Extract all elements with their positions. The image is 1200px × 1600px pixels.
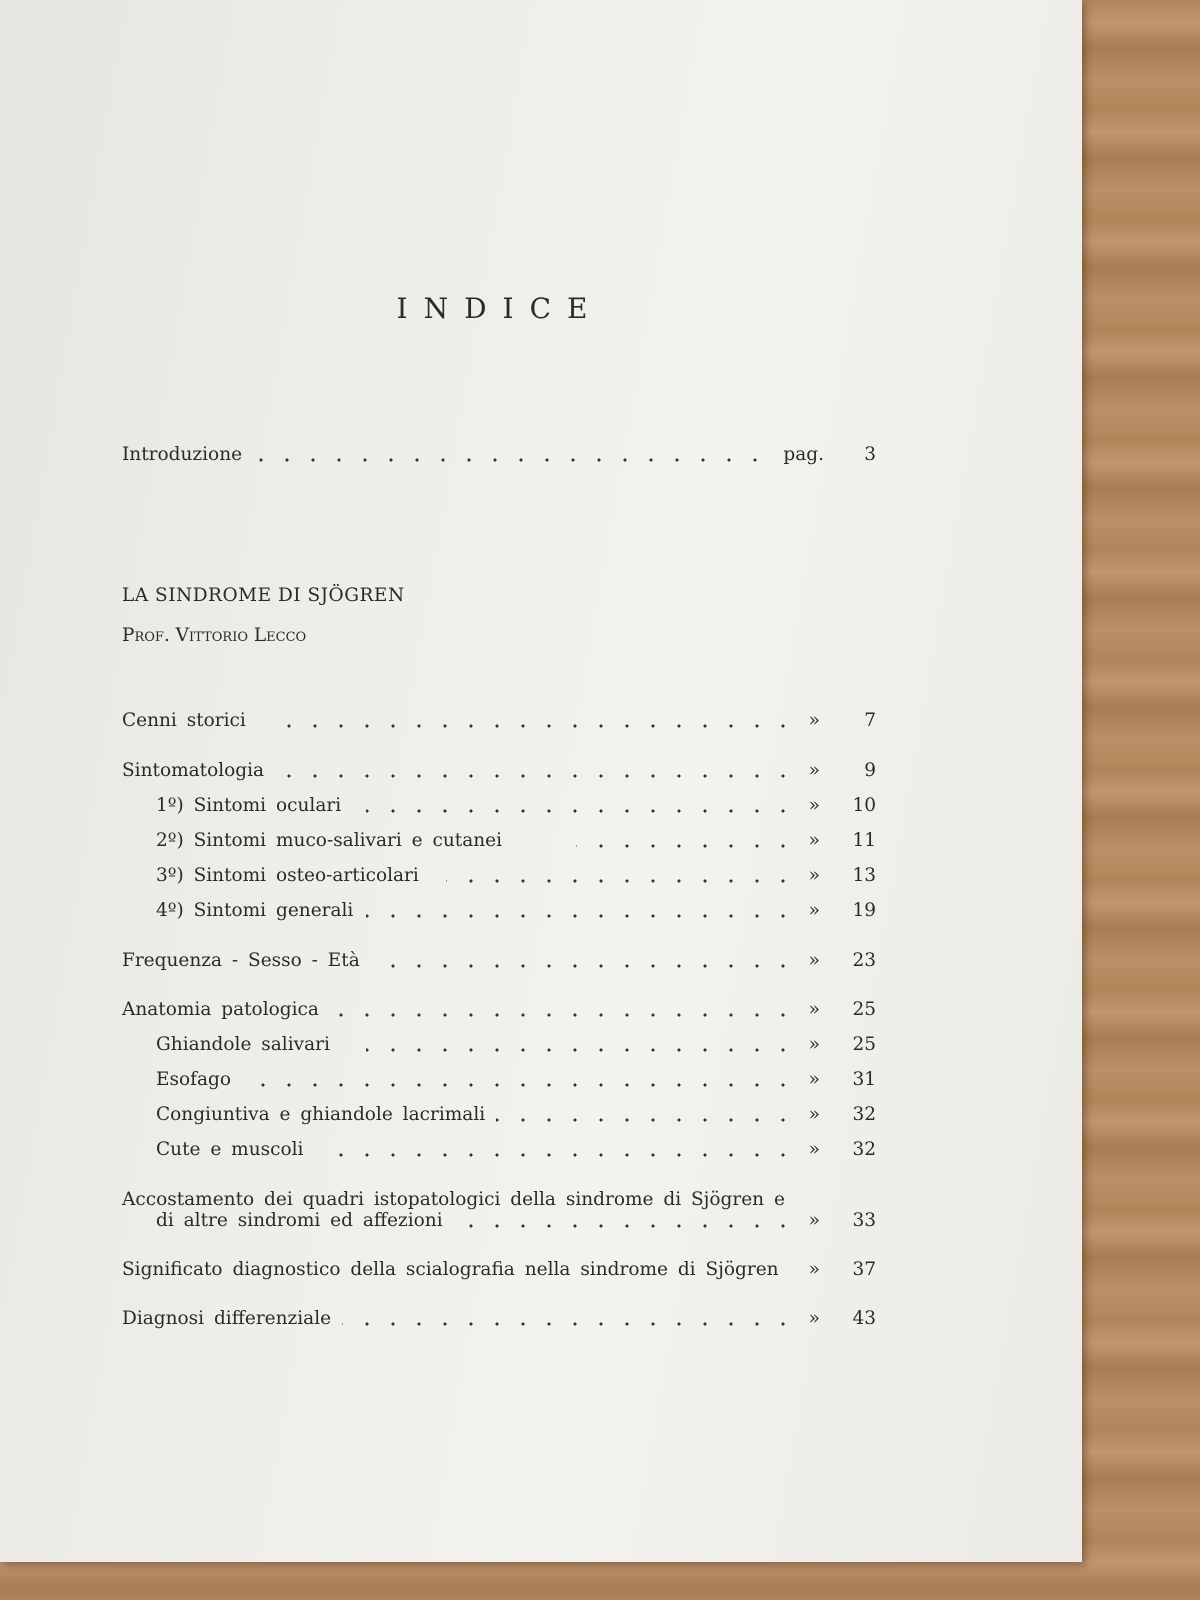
leader-dots: [446, 879, 796, 883]
toc-subentry: [156, 865, 876, 891]
toc-entry: [122, 1259, 876, 1285]
toc-entry-label: 3º) Sintomi osteo-articolari: [156, 865, 419, 886]
leader-dots: [366, 809, 796, 813]
toc-entry-ref: »: [808, 1139, 820, 1160]
leader-dots: [282, 774, 796, 778]
leader-dots: [452, 1224, 796, 1228]
toc-entry-label: Esofago: [156, 1069, 231, 1090]
leader-dots: [496, 1118, 796, 1122]
toc-subentry: [156, 1034, 876, 1060]
toc-subentry: [156, 1139, 876, 1165]
section-heading: LA SINDROME DI SJÖGREN: [122, 585, 405, 606]
leader-dots: [342, 1322, 796, 1326]
toc-subentry: [156, 1104, 876, 1130]
toc-entry-label: Congiuntiva e ghiandole lacrimali: [156, 1104, 486, 1125]
toc-entry-ref: »: [808, 830, 820, 851]
toc-entry-page: 13: [852, 865, 876, 886]
leader-dots: [366, 1048, 796, 1052]
leader-dots: [250, 458, 768, 462]
toc-entry: [122, 710, 876, 736]
toc-entry: [122, 999, 876, 1025]
toc-entry-ref: »: [808, 950, 820, 971]
toc-entry-label: 2º) Sintomi muco-salivari e cutanei: [156, 830, 503, 851]
section-author: Prof. Vittorio Lecco: [122, 625, 307, 646]
toc-entry-page: 25: [852, 999, 876, 1020]
toc-entry-ref: »: [808, 1259, 820, 1280]
toc-entry-label-line2: di altre sindromi ed affezioni: [156, 1210, 443, 1231]
toc-entry-page: 37: [852, 1259, 876, 1280]
toc-entry-label: 1º) Sintomi oculari: [156, 795, 342, 816]
toc-entry-page: 32: [852, 1104, 876, 1125]
toc-subentry: [156, 830, 876, 856]
toc-entry-ref: »: [808, 710, 820, 731]
toc-entry-page: 25: [852, 1034, 876, 1055]
toc-entry-label: Introduzione: [122, 444, 243, 465]
toc-entry-ref: pag.: [783, 444, 824, 465]
toc-entry-label-line1: Accostamento dei quadri istopatologici della sindrome di Sjögren e: [122, 1189, 785, 1210]
toc-entry-page: 32: [852, 1139, 876, 1160]
toc-entry-label: 4º) Sintomi generali: [156, 900, 354, 921]
toc-entry-label: Frequenza - Sesso - Età: [122, 950, 360, 971]
toc-entry-label: Anatomia patologica: [122, 999, 319, 1020]
toc-entry-page: 43: [852, 1308, 876, 1329]
toc-entry: [122, 950, 876, 976]
toc-entry-page: 33: [852, 1210, 876, 1231]
toc-subentry: [156, 795, 876, 821]
toc-entry-ref: »: [808, 999, 820, 1020]
toc-entry-ref: »: [808, 1308, 820, 1329]
toc-entry-label: Cenni storici: [122, 710, 246, 731]
toc-entry-label: Cute e muscoli: [156, 1139, 304, 1160]
toc-entry-ref: »: [808, 1034, 820, 1055]
leader-dots: [372, 964, 796, 968]
toc-entry-page: 11: [852, 830, 876, 851]
toc-entry-page: 31: [852, 1069, 876, 1090]
toc-entry-page: 3: [864, 444, 876, 465]
leader-dots: [282, 724, 796, 728]
toc-subentry: [156, 900, 876, 926]
toc-entry-ref: »: [808, 865, 820, 886]
toc-entry: [122, 1308, 876, 1334]
toc-entry-label: Sintomatologia: [122, 760, 265, 781]
toc-entry-page: 19: [852, 900, 876, 921]
toc-entry-page: 7: [864, 710, 876, 731]
toc-entry: [122, 760, 876, 786]
toc-entry-page: 9: [864, 760, 876, 781]
toc-entry-page: 10: [852, 795, 876, 816]
toc-entry-ref: »: [808, 795, 820, 816]
toc-entry-ref: »: [808, 1210, 820, 1231]
leader-dots: [326, 1153, 796, 1157]
toc-entry-label: Ghiandole salivari: [156, 1034, 330, 1055]
leader-dots: [252, 1083, 796, 1087]
toc-subentry: [156, 1069, 876, 1095]
toc-entry-ref: »: [808, 1104, 820, 1125]
leader-dots: [366, 914, 796, 918]
leader-dots: [332, 1013, 796, 1017]
toc-entry-introduzione: [122, 444, 876, 470]
leader-dots: [576, 844, 796, 848]
toc-entry-page: 23: [852, 950, 876, 971]
toc-entry-multiline: [122, 1189, 876, 1239]
page-title: INDICE: [396, 292, 604, 325]
toc-entry-ref: »: [808, 1069, 820, 1090]
toc-entry-label: Diagnosi differenziale: [122, 1308, 332, 1329]
toc-entry-label: Significato diagnostico della scialografia nella sindrome di Sjögren: [122, 1259, 779, 1280]
toc-entry-ref: »: [808, 760, 820, 781]
toc-entry-ref: »: [808, 900, 820, 921]
